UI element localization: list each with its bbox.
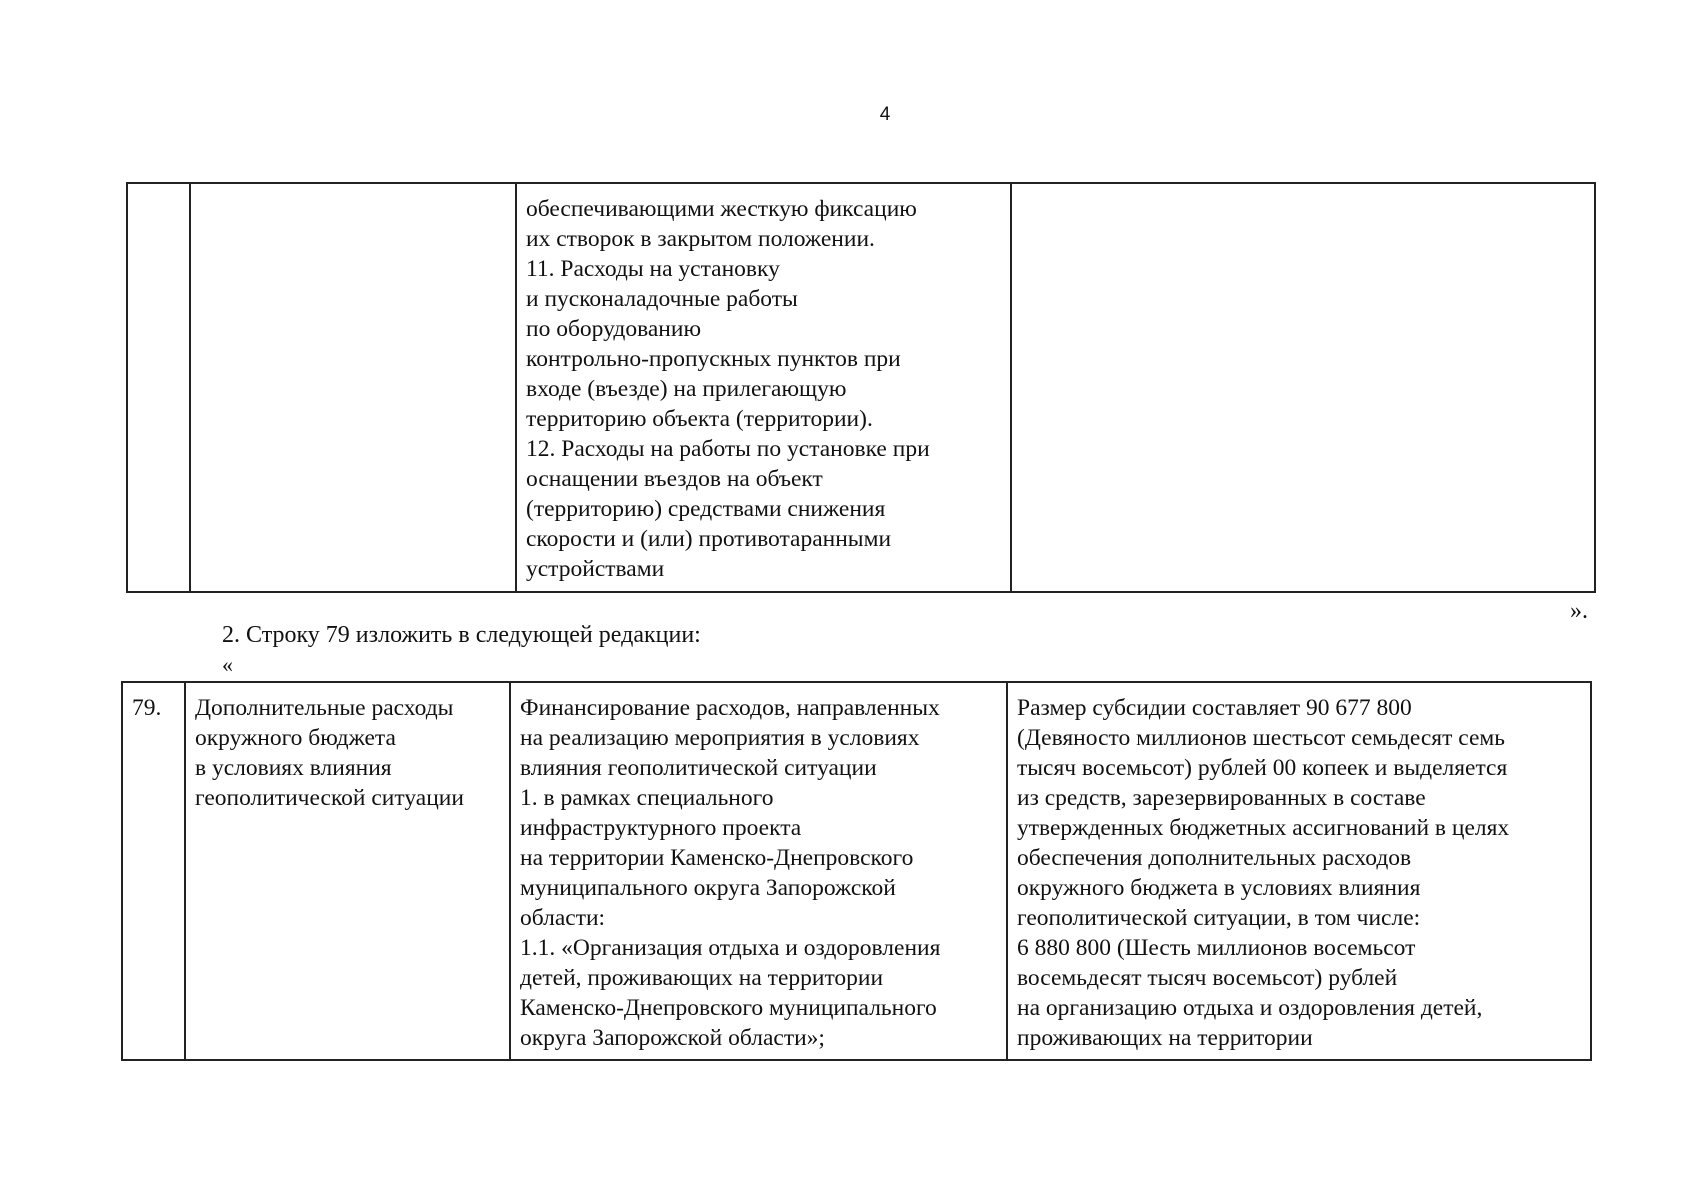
- page-number: 4: [879, 104, 891, 125]
- row-number-cell: 79.: [122, 682, 185, 1060]
- row-purpose-cell: Финансирование расходов, направленных на реализацию мероприятия в условиях влияния геополитической ситуации 1. в рамках специального инфраструктурного проекта на территории Каменско-Днепровского муниципального округа Запорожской области: 1.1. «Организация отдыха и оздоровления детей, проживающих на территории Каменско-Днепровского муниципального округа Запорожской области»;: [510, 682, 1007, 1060]
- row-79-table: [121, 681, 1592, 1061]
- amendment-instruction: 2. Строку 79 изложить в следующей редакции:: [222, 622, 701, 648]
- closing-quote: ».: [1570, 598, 1588, 624]
- row-name-cell: Дополнительные расходы окружного бюджета в условиях влияния геополитической ситуации: [185, 682, 510, 1060]
- row-purpose-cell: обеспечивающими жесткую фиксацию их створок в закрытом положении. 11. Расходы на установку и пусконаладочные работы по оборудованию контрольно-пропускных пунктов при входе (въезде) на прилегающую территорию объекта (территории). 12. Расходы на работы по установке при оснащении въездов на объект (территорию) средствами снижения скорости и (или) противотаранными устройствами: [516, 183, 1011, 592]
- table-row: [122, 682, 1591, 1060]
- opening-quote: «: [222, 652, 233, 677]
- table-row: [127, 183, 1595, 592]
- row-amount-cell: [1011, 183, 1595, 592]
- continuation-table: [126, 182, 1596, 593]
- row-number-cell: [127, 183, 190, 592]
- row-amount-cell: Размер субсидии составляет 90 677 800 (Девяносто миллионов шестьсот семьдесят семь тысяч восемьсот) рублей 00 копеек и выделяется из средств, зарезервированных в составе утвержденных бюджетных ассигнований в целях обеспечения дополнительных расходов окружного бюджета в условиях влияния геополитической ситуации, в том числе: 6 880 800 (Шесть миллионов восемьсот восемьдесят тысяч восемьсот) рублей на организацию отдыха и оздоровления детей, проживающих на территории: [1007, 682, 1591, 1060]
- row-name-cell: [190, 183, 516, 592]
